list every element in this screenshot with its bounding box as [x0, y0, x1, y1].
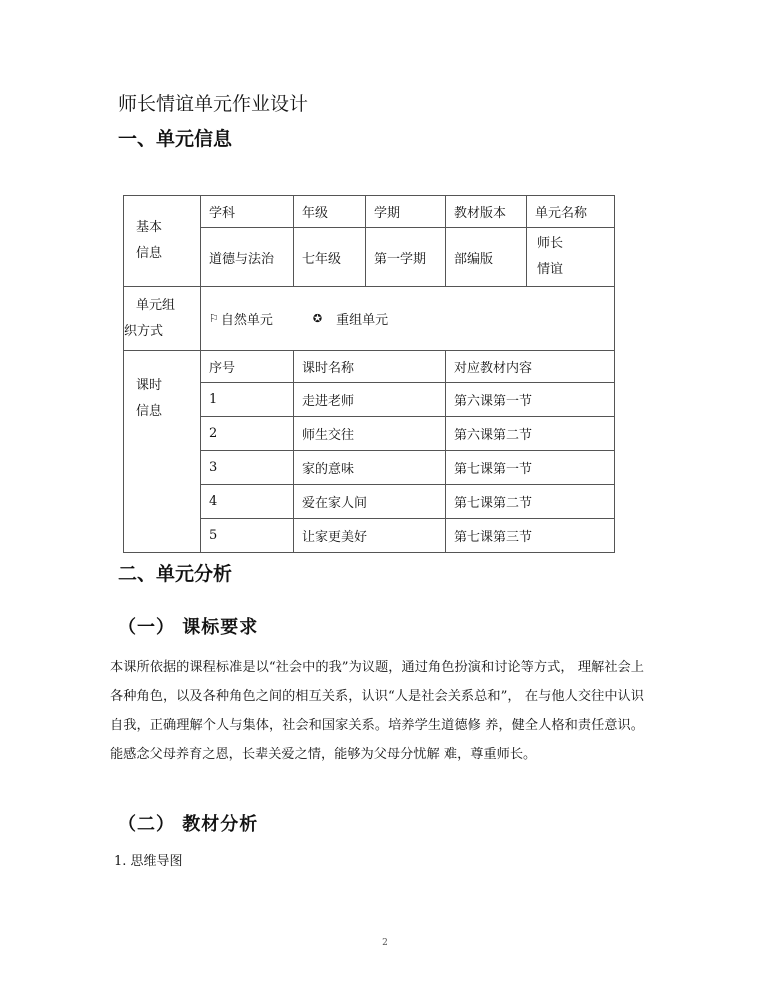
document-title: 师长情谊单元作业设计 [118, 93, 309, 115]
lesson-name: 走进老师 [294, 383, 446, 417]
subheading-textbook: （二） 教材分析 [118, 814, 259, 835]
lesson-content: 第七课第一节 [446, 451, 615, 485]
header-grade: 年级 [294, 196, 366, 228]
value-grade: 七年级 [294, 228, 366, 287]
gear-icon: ✪ [312, 312, 323, 325]
value-subject: 道德与法治 [201, 228, 294, 287]
flag-icon: ⚐ [209, 312, 219, 325]
lesson-header-number: 序号 [201, 351, 294, 383]
lesson-name: 让家更美好 [294, 519, 446, 553]
value-unit-name: 师长 情谊 [527, 228, 615, 287]
lesson-name: 师生交往 [294, 417, 446, 451]
regroup-unit-option[interactable]: ✪ 重组单元 [312, 312, 389, 328]
lesson-content: 第七课第二节 [446, 485, 615, 519]
organization-label: 单元组 织方式 [124, 287, 201, 351]
value-term: 第一学期 [366, 228, 446, 287]
subheading-curriculum: （一） 课标要求 [118, 617, 259, 638]
lesson-number: 4 [201, 485, 294, 519]
header-term: 学期 [366, 196, 446, 228]
lesson-header-content: 对应教材内容 [446, 351, 615, 383]
curriculum-paragraph [110, 653, 644, 769]
header-subject: 学科 [201, 196, 294, 228]
unit-info-table [123, 195, 615, 553]
basic-info-label: 基本 信息 [124, 196, 201, 287]
paragraph-text: 本课所依据的课程标准是以“社会中的我”为议题，通过角色扮演和讨论等方式， 理解社会上各种角色，以及各种角色之间的相互关系，认识“人是社会关系总和”， 在与他人交往中认识自我，正确理解个人与集体，社会和国家关系。培养学生道德修 养，健全人格和责任意识。能感念父母养育之恩，长辈关爱之情，能够为父母分忧解 难，尊重师长。 [110, 660, 644, 762]
lesson-name: 爱在家人间 [294, 485, 446, 519]
value-edition: 部编版 [446, 228, 527, 287]
lesson-header-name: 课时名称 [294, 351, 446, 383]
natural-unit-option[interactable]: ⚐ 自然单元 [209, 312, 273, 328]
lesson-number: 1 [201, 383, 294, 417]
header-unit-name: 单元名称 [527, 196, 615, 228]
lesson-name: 家的意味 [294, 451, 446, 485]
section-heading-unit-info: 一、单元信息 [118, 128, 233, 150]
lesson-number: 5 [201, 519, 294, 553]
lesson-content: 第七课第三节 [446, 519, 615, 553]
organization-options [201, 287, 615, 351]
lesson-content: 第六课第一节 [446, 383, 615, 417]
section-heading-unit-analysis: 二、单元分析 [118, 563, 233, 585]
header-edition: 教材版本 [446, 196, 527, 228]
lesson-content: 第六课第二节 [446, 417, 615, 451]
lesson-number: 3 [201, 451, 294, 485]
page-number: 2 [382, 938, 388, 948]
lesson-info-label: 课时 信息 [124, 351, 201, 553]
list-item-mind-map: 1. 思维导图 [114, 854, 183, 869]
lesson-number: 2 [201, 417, 294, 451]
